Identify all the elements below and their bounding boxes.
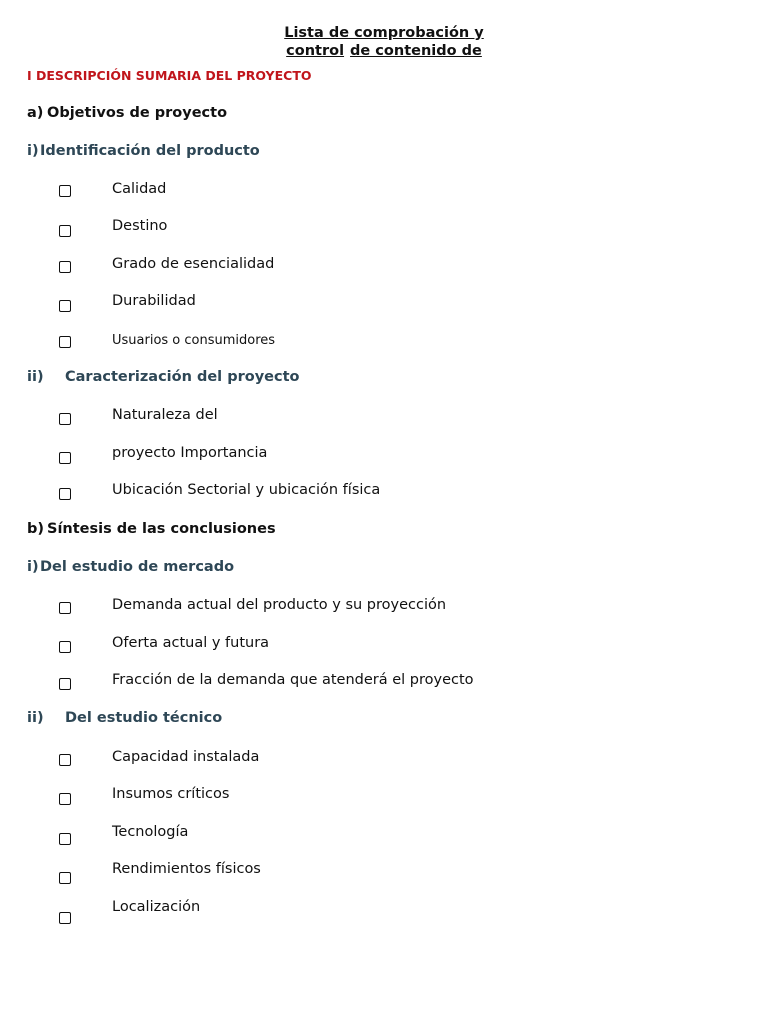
checkbox-durabilidad[interactable] — [59, 300, 71, 312]
checklist-item-label: proyecto Importancia — [112, 445, 268, 461]
checklist-item-label: Capacidad instalada — [112, 749, 260, 765]
checkbox-demanda[interactable] — [59, 602, 71, 614]
subheading-marker: ii) — [27, 710, 44, 726]
checklist-item-label: Destino — [112, 218, 168, 234]
checkbox-tecnologia[interactable] — [59, 833, 71, 845]
subheading-label: Del estudio de mercado — [40, 559, 235, 575]
checklist-item-label: Ubicación Sectorial y ubicación física — [112, 482, 381, 498]
subheading-marker: i) — [27, 559, 39, 575]
checkbox-capacidad[interactable] — [59, 754, 71, 766]
subheading-mercado — [27, 559, 234, 575]
subheading-label: Identificación del producto — [40, 143, 260, 159]
checkbox-usuarios[interactable] — [59, 336, 71, 348]
heading-label: Objetivos de proyecto — [47, 105, 228, 121]
checklist-item-label: Demanda actual del producto y su proyección — [112, 597, 447, 613]
subheading-marker: ii) — [27, 369, 44, 385]
heading-marker: a) — [27, 105, 44, 121]
checklist-item-label: Grado de esencialidad — [112, 256, 275, 272]
subheading-label: Caracterización del proyecto — [65, 369, 300, 385]
checklist-item-label: Naturaleza del — [112, 407, 218, 423]
checklist-item-label: Calidad — [112, 181, 167, 197]
heading-label: Síntesis de las conclusiones — [47, 521, 276, 537]
section-heading: I DESCRIPCIÓN SUMARIA DEL PROYECTO — [27, 68, 312, 83]
checkbox-calidad[interactable] — [59, 185, 71, 197]
checkbox-rendimientos[interactable] — [59, 872, 71, 884]
title-line-1-text: Lista de comprobación y — [284, 25, 484, 41]
checkbox-localizacion[interactable] — [59, 912, 71, 924]
checkbox-oferta[interactable] — [59, 641, 71, 653]
document-title-line-2 — [0, 43, 768, 59]
heading-sintesis — [27, 521, 276, 537]
checkbox-naturaleza[interactable] — [59, 413, 71, 425]
document-title-line-1 — [0, 25, 768, 41]
subheading-identificacion — [27, 143, 260, 159]
heading-objetivos — [27, 105, 227, 121]
checklist-item-label: Tecnología — [112, 824, 189, 840]
checklist-item-label: Insumos críticos — [112, 786, 230, 802]
title-line-2-text-a: control — [286, 43, 345, 59]
checkbox-grado-esencialidad[interactable] — [59, 261, 71, 273]
checklist-item-label: Oferta actual y futura — [112, 635, 270, 651]
subheading-marker: i) — [27, 143, 39, 159]
checkbox-ubicacion[interactable] — [59, 488, 71, 500]
checklist-item-label: Rendimientos físicos — [112, 861, 261, 877]
checklist-item-label: Fracción de la demanda que atenderá el proyecto — [112, 672, 474, 688]
subheading-tecnico — [27, 710, 222, 726]
checkbox-fraccion[interactable] — [59, 678, 71, 690]
checkbox-insumos[interactable] — [59, 793, 71, 805]
subheading-caracterizacion — [27, 369, 299, 385]
checkbox-destino[interactable] — [59, 225, 71, 237]
checkbox-importancia[interactable] — [59, 452, 71, 464]
checklist-item-label: Localización — [112, 899, 201, 915]
checklist-item-label: Durabilidad — [112, 293, 196, 309]
heading-marker: b) — [27, 521, 45, 537]
checklist-item-label: Usuarios o consumidores — [112, 333, 276, 348]
title-line-2-text-b: de contenido de — [350, 43, 482, 59]
subheading-label: Del estudio técnico — [65, 710, 223, 726]
